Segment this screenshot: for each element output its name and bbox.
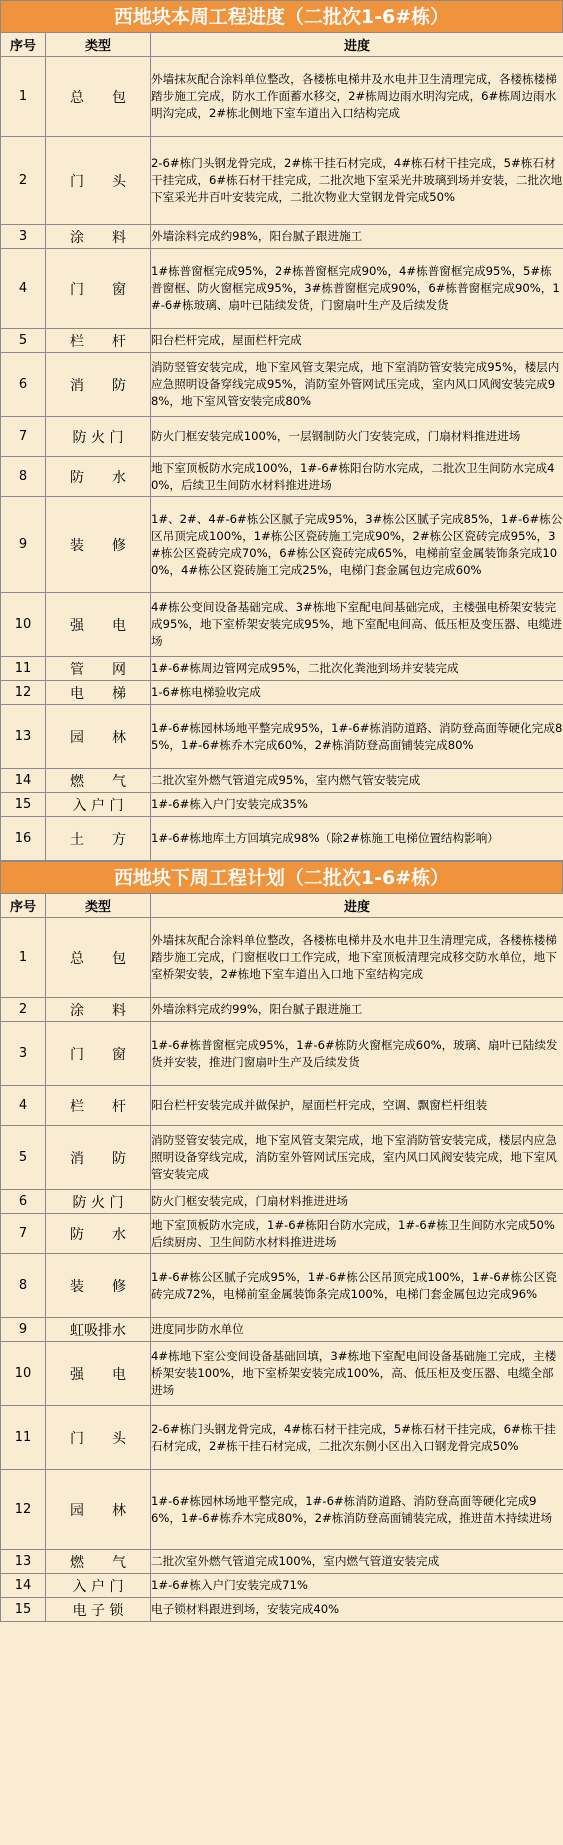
row-progress: 1#-6#栋园林场地平整完成95%，1#-6#栋消防道路、消防登高面等硬化完成85%，1#-6#栋乔木完成60%，2#栋消防登高面铺装完成80%: [151, 705, 563, 769]
row-number: 5: [1, 1126, 46, 1190]
table-row: [1, 1574, 563, 1598]
row-type: 强 电: [46, 593, 151, 657]
row-progress: 1#-6#栋入户门安装完成71%: [151, 1574, 563, 1598]
row-progress: 阳台栏杆安装完成并做保护，屋面栏杆完成，空调、飘窗栏杆组装: [151, 1086, 563, 1126]
table-row: [1, 225, 563, 249]
row-type: 燃 气: [46, 769, 151, 793]
row-type: 总 包: [46, 918, 151, 998]
row-number: 9: [1, 1318, 46, 1342]
table-row: [1, 57, 563, 137]
section-title: 西地块本周工程进度（二批次1-6#栋）: [0, 0, 563, 32]
row-type: 栏 杆: [46, 1086, 151, 1126]
row-progress: 消防竖管安装完成，地下室风管支架完成，地下室消防管安装完成95%，楼层内应急照明设备穿线完成95%，消防室外管网试压完成，室内风口风阀安装完成98%，地下室风管安装完成80%: [151, 353, 563, 417]
section-title: 西地块下周工程计划（二批次1-6#栋）: [0, 861, 563, 893]
row-progress: 2-6#栋门头钢龙骨完成，2#栋干挂石材完成，4#栋石材干挂完成，5#栋石材干挂完成，6#栋石材干挂完成，二批次地下室采光井玻璃到场并安装，二批次地下室采光井百叶安装完成，二批次物业大堂钢龙骨完成50%: [151, 137, 563, 225]
row-type: 燃 气: [46, 1550, 151, 1574]
row-type: 防 火 门: [46, 1190, 151, 1214]
header-type: 类型: [46, 33, 151, 57]
table-row: [1, 137, 563, 225]
row-progress: 防火门框安装完成100%，一层钢制防火门安装完成，门扇材料推进进场: [151, 417, 563, 457]
row-number: 9: [1, 497, 46, 593]
row-number: 13: [1, 1550, 46, 1574]
row-number: 14: [1, 769, 46, 793]
row-number: 11: [1, 1406, 46, 1470]
row-type: 门 窗: [46, 249, 151, 329]
row-number: 4: [1, 249, 46, 329]
row-number: 15: [1, 793, 46, 817]
row-progress: 1#-6#栋地库土方回填完成98%（除2#栋施工电梯位置结构影响）: [151, 817, 563, 861]
row-number: 7: [1, 417, 46, 457]
row-number: 10: [1, 1342, 46, 1406]
row-number: 16: [1, 817, 46, 861]
row-type: 门 头: [46, 137, 151, 225]
table-row: [1, 657, 563, 681]
row-progress: 4#栋地下室公变间设备基础回填，3#栋地下室配电间设备基础施工完成，主楼桥架安装100%，地下室桥架安装完成100%，高、低压柜及变压器、电缆全部进场: [151, 1342, 563, 1406]
row-progress: 防火门框安装完成，门扇材料推进进场: [151, 1190, 563, 1214]
table-row: [1, 793, 563, 817]
row-progress: 地下室顶板防水完成100%，1#-6#栋阳台防水完成，二批次卫生间防水完成40%，后续卫生间防水材料推进进场: [151, 457, 563, 497]
row-progress: 地下室顶板防水完成，1#-6#栋阳台防水完成，1#-6#栋卫生间防水完成50%后续厨房、卫生间防水材料推进进场: [151, 1214, 563, 1254]
row-progress: 二批次室外燃气管道完成95%，室内燃气管安装完成: [151, 769, 563, 793]
row-progress: 二批次室外燃气管道完成100%，室内燃气管道安装完成: [151, 1550, 563, 1574]
row-progress: 1#、2#、4#-6#栋公区腻子完成95%，3#栋公区腻子完成85%，1#-6#栋公区吊顶完成100%，1#栋公区瓷砖施工完成90%，2#栋公区瓷砖完成95%，3#栋公区瓷砖完成70%，6#栋公区瓷砖完成65%，电梯前室金属装饰条完成100%，4#栋公区瓷砖施工完成25%，电梯门套金属包边完成60%: [151, 497, 563, 593]
row-type: 电 梯: [46, 681, 151, 705]
table-row: [1, 593, 563, 657]
row-progress: 外墙抹灰配合涂料单位整改，各楼栋电梯井及水电井卫生清理完成，各楼栋楼梯踏步施工完成，门窗框收口工作完成，地下室顶板清理完成移交防水单位，地下室桥架安装，2#栋地下室车道出入口地下室结构完成: [151, 918, 563, 998]
row-number: 11: [1, 657, 46, 681]
row-progress: 阳台栏杆完成，屋面栏杆完成: [151, 329, 563, 353]
row-number: 7: [1, 1214, 46, 1254]
row-number: 10: [1, 593, 46, 657]
row-type: 门 头: [46, 1406, 151, 1470]
row-type: 防 水: [46, 457, 151, 497]
row-number: 15: [1, 1598, 46, 1622]
table-row: [1, 705, 563, 769]
table-row: [1, 769, 563, 793]
table-header-row: [1, 894, 563, 918]
row-type: 防 火 门: [46, 417, 151, 457]
row-number: 8: [1, 1254, 46, 1318]
table-row: [1, 1342, 563, 1406]
section-2: [0, 861, 563, 1622]
row-progress: 消防竖管安装完成，地下室风管支架完成，地下室消防管安装完成，楼层内应急照明设备穿线完成，消防室外管网试压完成，室内风口风阀安装完成，地下室风管安装完成: [151, 1126, 563, 1190]
row-type: 土 方: [46, 817, 151, 861]
row-number: 14: [1, 1574, 46, 1598]
row-number: 5: [1, 329, 46, 353]
row-type: 虹吸排水: [46, 1318, 151, 1342]
table-row: [1, 817, 563, 861]
row-type: 涂 料: [46, 998, 151, 1022]
row-number: 8: [1, 457, 46, 497]
header-no: 序号: [1, 33, 46, 57]
row-type: 总 包: [46, 57, 151, 137]
table-header-row: [1, 33, 563, 57]
progress-table: [0, 32, 563, 861]
row-number: 3: [1, 1022, 46, 1086]
table-row: [1, 1214, 563, 1254]
table-row: [1, 1318, 563, 1342]
row-number: 3: [1, 225, 46, 249]
row-type: 电 子 锁: [46, 1598, 151, 1622]
table-row: [1, 918, 563, 998]
row-progress: 2-6#栋门头钢龙骨完成，4#栋石材干挂完成，5#栋石材干挂完成，6#栋干挂石材完成，2#栋干挂石材完成，二批次东侧小区出入口钢龙骨完成50%: [151, 1406, 563, 1470]
row-number: 4: [1, 1086, 46, 1126]
row-number: 1: [1, 918, 46, 998]
table-row: [1, 417, 563, 457]
row-type: 管 网: [46, 657, 151, 681]
table-row: [1, 1470, 563, 1550]
table-row: [1, 1254, 563, 1318]
row-type: 栏 杆: [46, 329, 151, 353]
row-type: 强 电: [46, 1342, 151, 1406]
row-type: 消 防: [46, 1126, 151, 1190]
progress-table: [0, 893, 563, 1622]
row-progress: 外墙涂料完成约99%，阳台腻子跟进施工: [151, 998, 563, 1022]
table-row: [1, 1022, 563, 1086]
row-number: 1: [1, 57, 46, 137]
table-row: [1, 249, 563, 329]
table-row: [1, 457, 563, 497]
row-type: 园 林: [46, 705, 151, 769]
row-number: 6: [1, 353, 46, 417]
table-row: [1, 1550, 563, 1574]
row-progress: 进度同步防水单位: [151, 1318, 563, 1342]
row-type: 装 修: [46, 1254, 151, 1318]
row-number: 6: [1, 1190, 46, 1214]
table-row: [1, 998, 563, 1022]
row-progress: 1#-6#栋公区腻子完成95%，1#-6#栋公区吊顶完成100%，1#-6#栋公区瓷砖完成72%，电梯前室金属装饰条完成100%，电梯门套金属包边完成96%: [151, 1254, 563, 1318]
row-progress: 外墙涂料完成约98%，阳台腻子跟进施工: [151, 225, 563, 249]
row-number: 2: [1, 137, 46, 225]
table-row: [1, 329, 563, 353]
row-type: 园 林: [46, 1470, 151, 1550]
row-type: 涂 料: [46, 225, 151, 249]
row-progress: 1-6#栋电梯验收完成: [151, 681, 563, 705]
table-row: [1, 353, 563, 417]
row-number: 2: [1, 998, 46, 1022]
section-1: [0, 0, 563, 861]
row-type: 入 户 门: [46, 1574, 151, 1598]
table-row: [1, 1086, 563, 1126]
row-progress: 外墙抹灰配合涂料单位整改，各楼栋电梯井及水电井卫生清理完成，各楼栋楼梯踏步施工完成，防水工作面蓄水移交，2#栋周边雨水明沟完成，6#栋周边雨水明沟完成，2#栋北侧地下室车道出入口结构完成: [151, 57, 563, 137]
row-progress: 1#-6#栋园林场地平整完成，1#-6#栋消防道路、消防登高面等硬化完成96%，1#-6#栋乔木完成80%，2#栋消防登高面铺装完成，推进苗木持续进场: [151, 1470, 563, 1550]
table-row: [1, 497, 563, 593]
row-number: 12: [1, 681, 46, 705]
table-row: [1, 1406, 563, 1470]
row-progress: 4#栋公变间设备基础完成、3#栋地下室配电间基础完成，主楼强电桥架安装完成95%，地下室桥架安装完成95%，地下室配电间高、低压柜及变压器、电缆进场: [151, 593, 563, 657]
row-type: 装 修: [46, 497, 151, 593]
row-type: 消 防: [46, 353, 151, 417]
row-type: 防 水: [46, 1214, 151, 1254]
row-progress: 1#-6#栋普窗框完成95%，1#-6#栋防火窗框完成60%，玻璃、扇叶已陆续发货并安装，推进门窗扇叶生产及后续发货: [151, 1022, 563, 1086]
header-type: 类型: [46, 894, 151, 918]
row-number: 12: [1, 1470, 46, 1550]
row-progress: 电子锁材料跟进到场，安装完成40%: [151, 1598, 563, 1622]
row-number: 13: [1, 705, 46, 769]
table-row: [1, 1190, 563, 1214]
table-row: [1, 681, 563, 705]
row-progress: 1#-6#栋入户门安装完成35%: [151, 793, 563, 817]
table-row: [1, 1126, 563, 1190]
header-no: 序号: [1, 894, 46, 918]
header-progress: 进度: [151, 894, 563, 918]
row-type: 入 户 门: [46, 793, 151, 817]
row-progress: 1#栋普窗框完成95%，2#栋普窗框完成90%，4#栋普窗框完成95%，5#栋普窗框、防火窗框完成95%，3#栋普窗框完成90%，6#栋普窗框完成90%，1#-6#栋玻璃、扇叶已陆续发货，门窗扇叶生产及后续发货: [151, 249, 563, 329]
row-progress: 1#-6#栋周边管网完成95%，二批次化粪池到场并安装完成: [151, 657, 563, 681]
table-row: [1, 1598, 563, 1622]
header-progress: 进度: [151, 33, 563, 57]
row-type: 门 窗: [46, 1022, 151, 1086]
